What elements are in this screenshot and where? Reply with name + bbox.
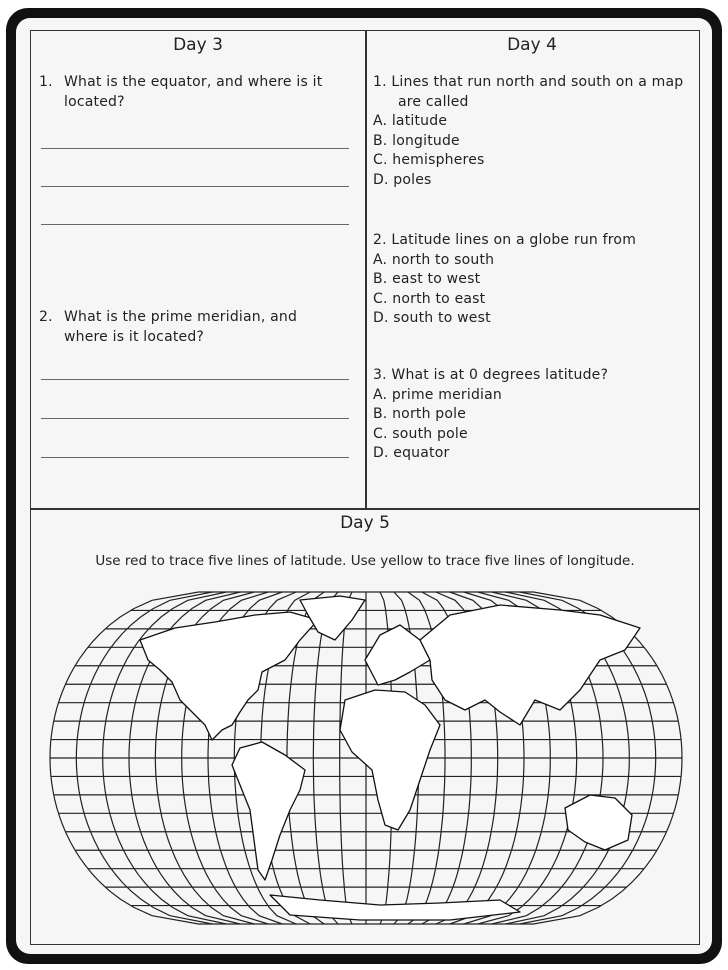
day4-title: Day 4 [507,35,557,55]
option-a[interactable]: A. latitude [373,113,448,129]
option-b[interactable]: B. north pole [373,406,467,422]
question-stem: 1. Lines that run north and south on a map are called [373,74,684,110]
question-text: What is the equator, and where is it located? [64,74,323,110]
day5-instructions: Use red to trace five lines of latitude. Use yellow to trace five lines of longitude. [95,553,635,569]
europe [365,625,430,685]
day3-title: Day 3 [173,35,223,55]
option-d[interactable]: D. south to west [373,310,491,326]
day5-title: Day 5 [340,513,390,533]
option-c[interactable]: C. north to east [373,290,486,307]
greenland [300,596,365,640]
australia [565,795,632,850]
question-number: 2. [39,309,53,325]
option-a[interactable]: A. prime meridian [373,386,502,403]
asia [420,605,640,725]
question-stem: 3. What is at 0 degrees latitude? [373,367,609,383]
option-c[interactable]: C. south pole [373,425,468,442]
south-america [232,742,305,880]
africa [340,690,440,830]
question-text: What is the prime meridian, and where is it located? [64,309,298,345]
question-number: 1. [39,74,53,90]
option-d[interactable]: D. poles [373,171,432,188]
question-stem: 2. Latitude lines on a globe run from [373,232,637,248]
antarctica [270,895,520,920]
option-d[interactable]: D. equator [373,445,450,461]
option-b[interactable]: B. longitude [373,132,460,149]
option-a[interactable]: A. north to south [373,251,495,268]
option-c[interactable]: C. hemispheres [373,152,485,168]
option-b[interactable]: B. east to west [373,271,481,287]
